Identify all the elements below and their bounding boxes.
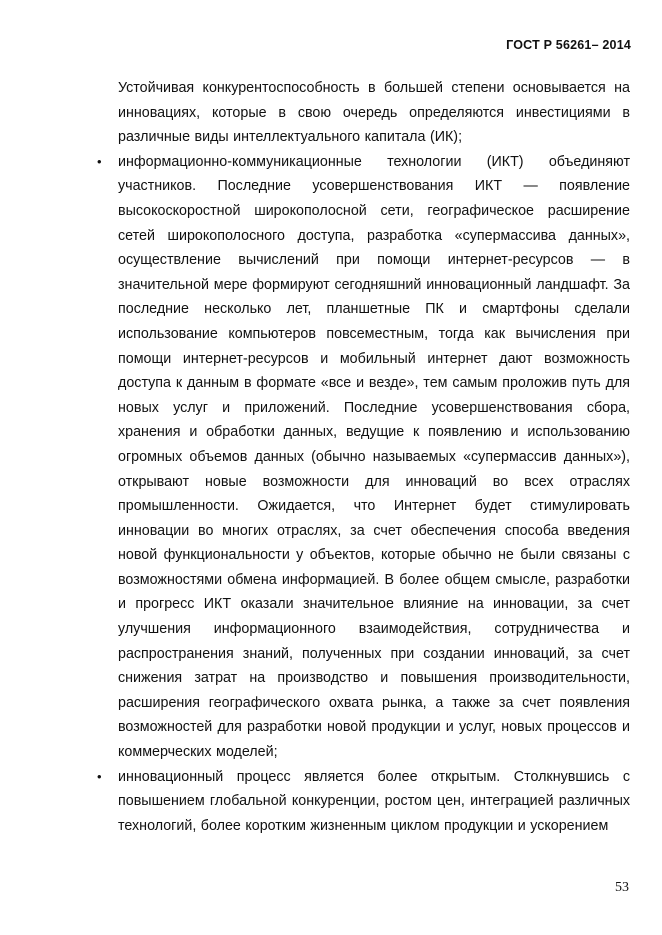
bullet-marker-icon: • [97, 768, 102, 784]
bullet-item-innovation-process [97, 765, 630, 839]
bullet-text: инновационный процесс является более открытым. Столкнувшись с повышением глобальной конкуренции, ростом цен, интеграцией различных технологий, более коротким жизненным циклом продукции и ускорением [118, 768, 630, 834]
bullet-marker-icon: • [97, 153, 102, 169]
bullet-text: информационно-коммуникационные технологии (ИКТ) объединяют участников. Последние усовершенствования ИКТ — появление высокоскоростной широкополосной сети, географическое расширение сетей широкополосного доступа, разработка «супермассива данных», осуществление вычислений при помощи интернет-ресурсов — в значительной мере формируют сегодняшний инновационный ландшафт. За последние несколько лет, планшетные ПК и смартфоны сделали использование компьютеров повсеместным, тогда как вычисления при помощи интернет-ресурсов и мобильный интернет дают возможность доступа к данным в формате «все и везде», тем самым проложив путь для новых услуг и приложений. Последние усовершенствования сбора, хранения и обработки данных, ведущие к появлению и использованию огромных объемов данных (обычно называемых «супермассив данных»), открывают новые возможности для инноваций во всех отраслях промышленности. Ожидается, что Интернет будет стимулировать инновации во многих отраслях, за счет обеспечения способа введения новой функциональности у объектов, которые обычно не были связаны с возможностями обмена информацией. В более общем смысле, разработки и прогресс ИКТ оказали значительное влияние на инновации, за счет улучшения информационного взаимодействия, сотрудничества и распространения знаний, полученных при создании инноваций, за счет снижения затрат на производство и повышения производительности, расширения географического охвата рынка, а также за счет появления возможностей для разработки новой продукции и услуг, новых процессов и коммерческих моделей; [118, 153, 630, 761]
document-code-header: ГОСТ Р 56261– 2014 [506, 38, 631, 52]
bullet-item-ict [97, 150, 630, 765]
page-body [97, 76, 630, 838]
page-number: 53 [615, 880, 629, 895]
intro-paragraph: Устойчивая конкурентоспособность в большей степени основывается на инновациях, которые в свою очередь определяются инвестициями в различные виды интеллектуального капитала (ИК); [118, 80, 630, 146]
